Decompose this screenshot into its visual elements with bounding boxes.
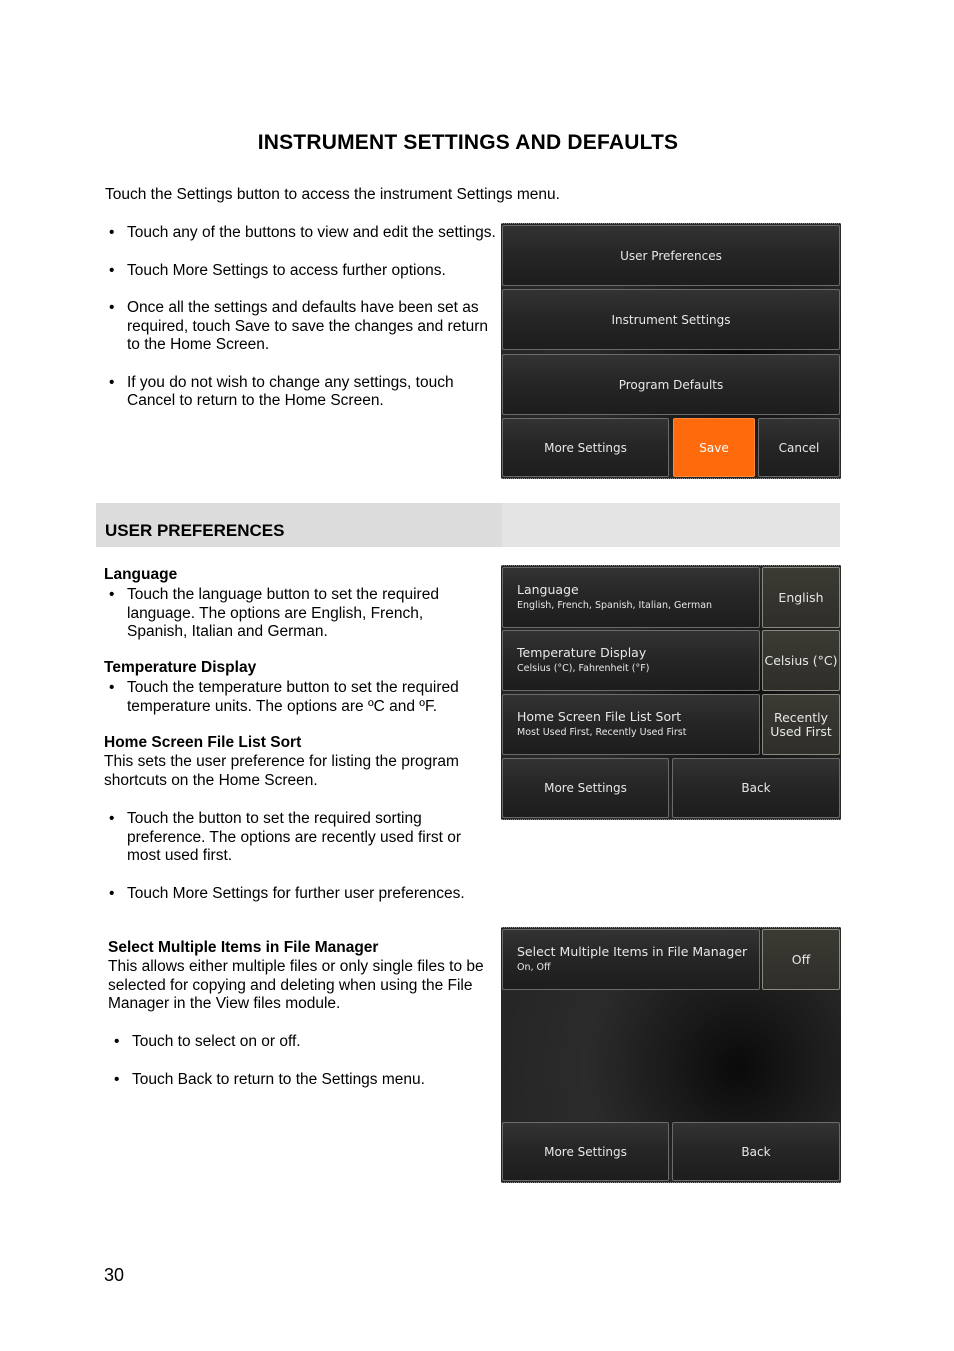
more-settings-button[interactable]: More Settings bbox=[502, 758, 669, 818]
language-button[interactable]: English bbox=[762, 567, 840, 628]
multi-select-toggle-button[interactable]: Off bbox=[762, 929, 840, 990]
sort-value-line-2: Used First bbox=[770, 723, 832, 739]
list-item: • Touch More Settings to access further options. bbox=[104, 262, 499, 281]
language-label: Language bbox=[517, 582, 579, 597]
multi-select-heading: Select Multiple Items in File Manager bbox=[108, 939, 379, 956]
language-options: English, French, Spanish, Italian, German bbox=[517, 600, 713, 611]
list-item: • Touch the temperature button to set the required temperature units. The options are ºC and ºF. bbox=[104, 679, 489, 716]
file-list-sort-label: Home Screen File List Sort bbox=[517, 709, 682, 724]
language-heading: Language bbox=[104, 566, 178, 583]
temperature-label: Temperature Display bbox=[517, 645, 647, 660]
user-preferences-screen bbox=[501, 565, 841, 820]
temperature-bullet-list bbox=[104, 679, 489, 716]
list-item: • Once all the settings and defaults have been set as required, touch Save to save the changes and return to the Home Screen. bbox=[104, 299, 499, 355]
language-bullet-list bbox=[104, 586, 469, 642]
file-list-sort-button[interactable] bbox=[762, 694, 840, 755]
section-title: USER PREFERENCES bbox=[105, 521, 285, 540]
multi-select-options: On, Off bbox=[517, 962, 551, 973]
temperature-row bbox=[502, 630, 760, 691]
file-list-sort-options: Most Used First, Recently Used First bbox=[517, 727, 687, 738]
temperature-button[interactable]: Celsius (°C) bbox=[762, 630, 840, 691]
save-button[interactable]: Save bbox=[673, 418, 755, 477]
page-number: 30 bbox=[104, 1265, 125, 1285]
file-list-sort-heading: Home Screen File List Sort bbox=[104, 734, 302, 751]
more-settings-button[interactable]: More Settings bbox=[502, 1122, 669, 1181]
temperature-heading: Temperature Display bbox=[104, 659, 257, 676]
file-manager-preferences-screen bbox=[501, 927, 841, 1183]
multi-select-row bbox=[502, 929, 760, 990]
list-item: • Touch any of the buttons to view and edit the settings. bbox=[104, 224, 499, 243]
list-item: • Touch More Settings for further user preferences. bbox=[104, 885, 489, 904]
user-preferences-button[interactable]: User Preferences bbox=[502, 225, 840, 286]
intro-text: Touch the Settings button to access the instrument Settings menu. bbox=[105, 186, 560, 203]
settings-bullet-list bbox=[104, 224, 499, 411]
file-list-sort-text: This sets the user preference for listing the program shortcuts on the Home Screen. bbox=[104, 753, 459, 789]
multi-select-bullet-list bbox=[109, 1033, 489, 1089]
settings-menu-screen bbox=[501, 223, 841, 479]
multi-select-label: Select Multiple Items in File Manager bbox=[517, 944, 748, 959]
cancel-button[interactable]: Cancel bbox=[758, 418, 840, 477]
list-item: • Touch Back to return to the Settings menu. bbox=[109, 1071, 489, 1090]
page-title: INSTRUMENT SETTINGS AND DEFAULTS bbox=[257, 131, 679, 154]
temperature-options: Celsius (°C), Fahrenheit (°F) bbox=[517, 663, 650, 674]
instrument-settings-button[interactable]: Instrument Settings bbox=[502, 289, 840, 350]
list-item: • Touch to select on or off. bbox=[109, 1033, 489, 1052]
file-list-sort-row bbox=[502, 694, 760, 755]
sort-value-line-1: Recently bbox=[773, 709, 829, 725]
back-button[interactable]: Back bbox=[672, 1122, 840, 1181]
more-settings-button[interactable]: More Settings bbox=[502, 418, 669, 477]
back-button[interactable]: Back bbox=[672, 758, 840, 818]
list-item: • If you do not wish to change any settings, touch Cancel to return to the Home Screen. bbox=[104, 374, 499, 411]
list-item: • Touch the button to set the required sorting preference. The options are recently used first or most used first. bbox=[104, 810, 489, 866]
multi-select-text: This allows either multiple files or only single files to be selected for copying and deleting when using the File Manager in the View files module. bbox=[108, 958, 484, 1012]
language-row bbox=[502, 567, 760, 628]
file-list-bullet-list bbox=[104, 810, 489, 903]
program-defaults-button[interactable]: Program Defaults bbox=[502, 354, 840, 415]
list-item: • Touch the language button to set the required language. The options are English, French, Spanish, Italian and German. bbox=[104, 586, 469, 642]
